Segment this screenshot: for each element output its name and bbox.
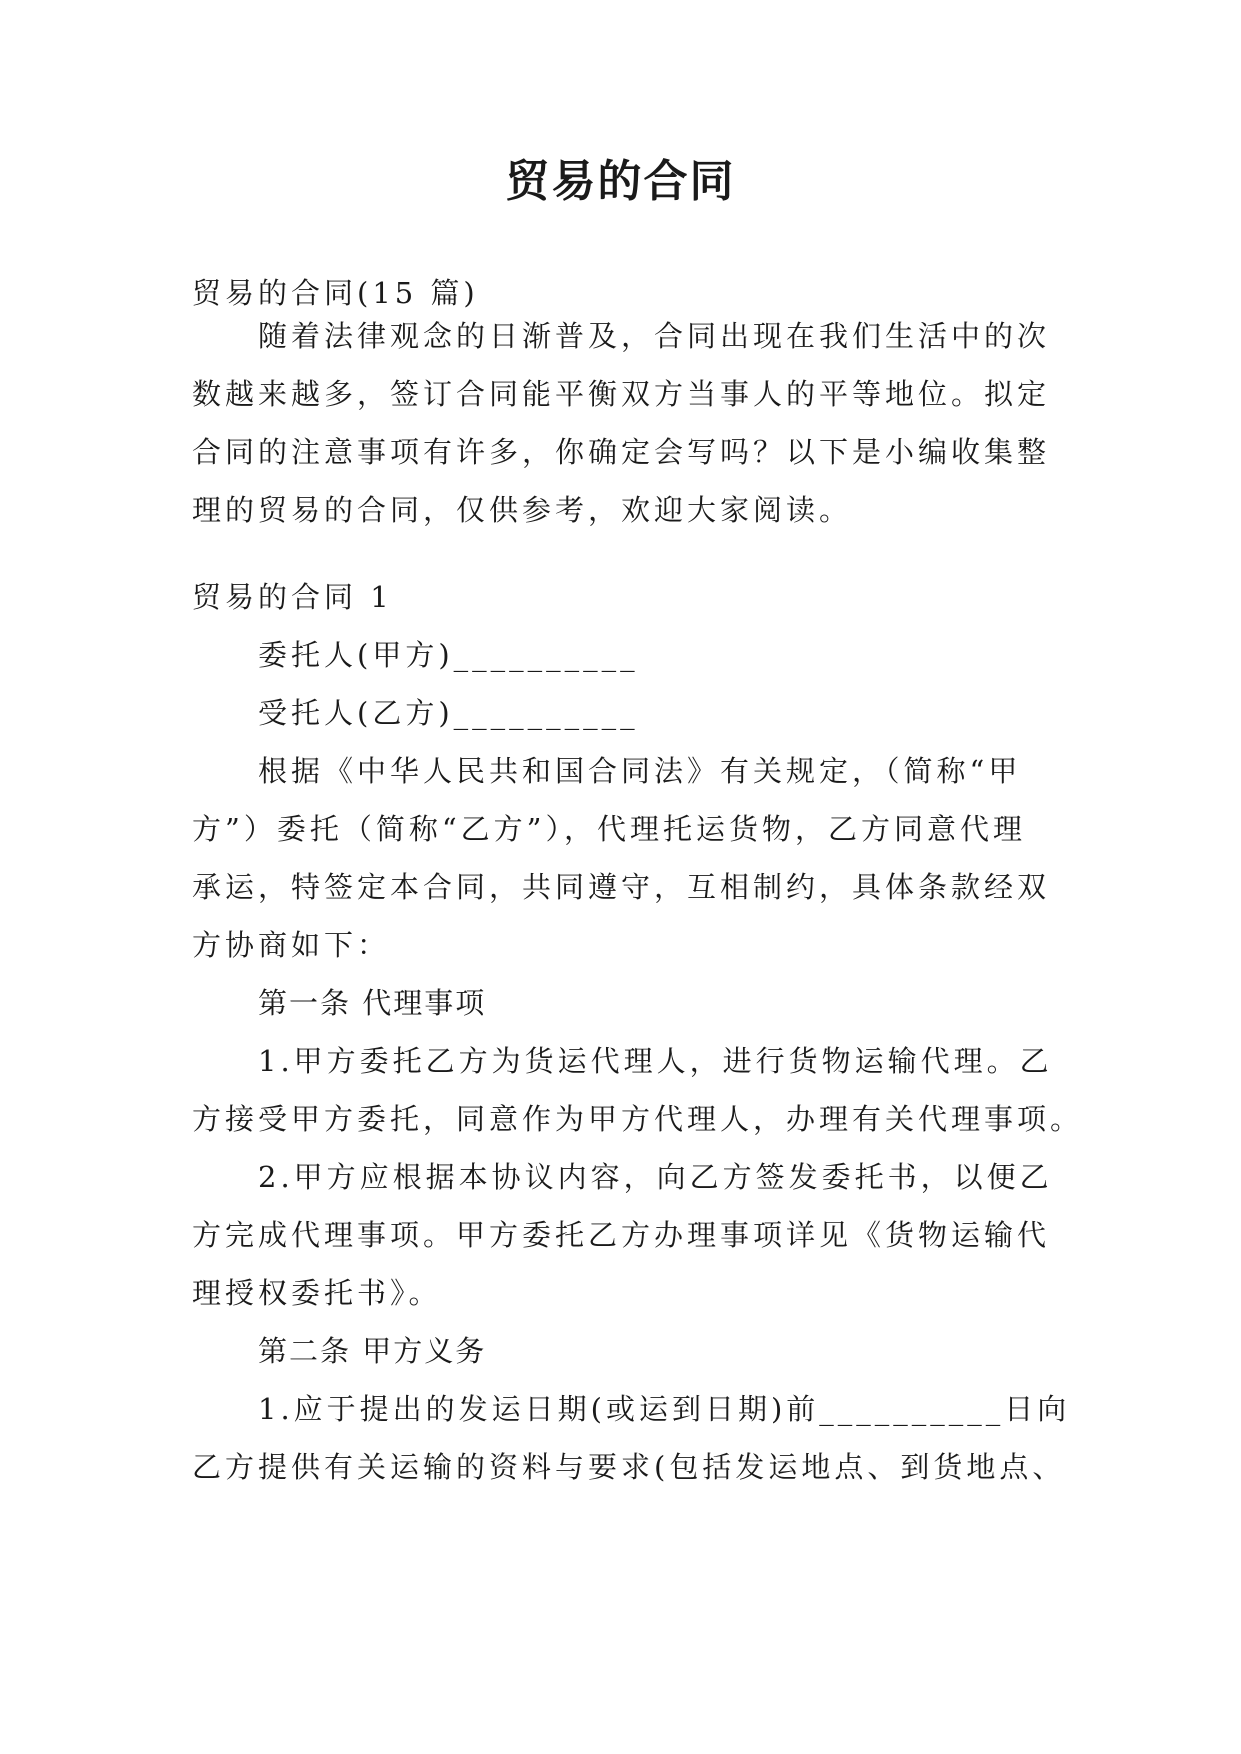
intro-line: 数越来越多，签订合同能平衡双方当事人的平等地位。拟定: [192, 377, 1051, 411]
subtitle-line: 贸易的合同(15 篇): [192, 276, 479, 310]
document-title: 贸易的合同: [505, 156, 736, 207]
party-a-line: 委托人(甲方)__________: [258, 638, 639, 672]
intro-line: 理的贸易的合同，仅供参考，欢迎大家阅读。: [192, 493, 853, 527]
article-1-item-1-line: 1.甲方委托乙方为货运代理人，进行货物运输代理。乙: [258, 1044, 1053, 1078]
preamble-line: 根据《中华人民共和国合同法》有关规定，（简称“甲: [258, 754, 1022, 788]
article-2-item-1-line: 1.应于提出的发运日期(或运到日期)前__________日向: [258, 1392, 1071, 1426]
article-1-item-1-line: 方接受甲方委托，同意作为甲方代理人，办理有关代理事项。: [192, 1102, 1084, 1136]
article-2-item-1-line: 乙方提供有关运输的资料与要求(包括发运地点、到货地点、: [192, 1450, 1066, 1484]
article-1-item-2-line: 2.甲方应根据本协议内容，向乙方签发委托书，以便乙: [258, 1160, 1053, 1194]
preamble-line: 方”）委托（简称“乙方”），代理托运货物，乙方同意代理: [192, 812, 1026, 846]
preamble-line: 承运，特签定本合同，共同遵守，互相制约，具体条款经双: [192, 870, 1051, 904]
article-1-item-2-line: 方完成代理事项。甲方委托乙方办理事项详见《货物运输代: [192, 1218, 1051, 1252]
contract-section-1: [192, 568, 1084, 1496]
article-1-heading: 第一条 代理事项: [258, 986, 487, 1020]
intro-paragraph: [192, 307, 1072, 539]
intro-line: 合同的注意事项有许多，你确定会写吗？以下是小编收集整: [192, 435, 1051, 469]
party-b-line: 受托人(乙方)__________: [258, 696, 639, 730]
article-1-item-2-line: 理授权委托书》。: [192, 1276, 442, 1310]
preamble-line: 方协商如下：: [192, 928, 391, 962]
article-2-heading: 第二条 甲方义务: [258, 1334, 487, 1368]
section-heading: 贸易的合同 1: [192, 580, 393, 614]
intro-line: 随着法律观念的日渐普及，合同出现在我们生活中的次: [258, 319, 1051, 353]
